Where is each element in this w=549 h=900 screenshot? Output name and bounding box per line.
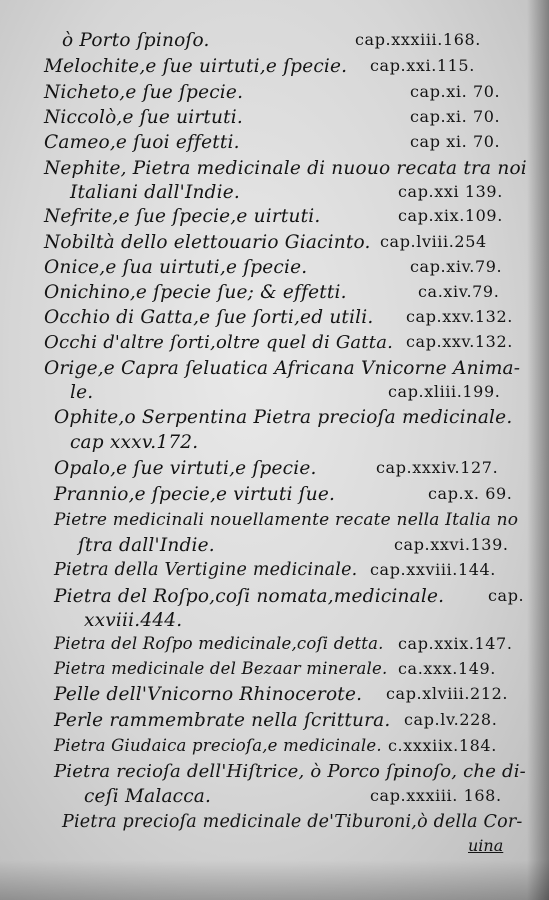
entry-reference: cap.xxi.115. bbox=[370, 56, 475, 75]
entry-text: Nicheto,e ſue ſpecie. bbox=[44, 82, 244, 103]
index-entry bbox=[0, 458, 549, 484]
entry-reference: c.xxxiix.184. bbox=[388, 736, 497, 755]
entry-text: Orige,e Capra ſeluatica Africana Vnicorne Anima- bbox=[44, 358, 521, 379]
entry-text: Niccolò,e ſue uirtuti. bbox=[44, 107, 243, 128]
entry-text: Pietra Giudaica precioſa,e medicinale. bbox=[54, 736, 382, 755]
entry-reference: cap.lv.228. bbox=[404, 710, 498, 729]
index-entry bbox=[0, 407, 549, 433]
index-entry bbox=[0, 158, 549, 184]
entry-reference: cap.xxvi.139. bbox=[394, 535, 509, 554]
index-entry bbox=[0, 684, 549, 710]
entry-text: Pietra del Roſpo medicinale,coſi detta. bbox=[54, 634, 384, 653]
entry-text: Pietra del Roſpo,coſi nomata,medicinale. bbox=[54, 586, 445, 607]
entry-reference: cap.xiv.79. bbox=[410, 257, 503, 276]
index-entry bbox=[0, 382, 549, 408]
entry-reference: cap.xxviii.144. bbox=[370, 560, 496, 579]
entry-text: Melochite,e ſue uirtuti,e ſpecie. bbox=[44, 56, 348, 77]
entry-reference: cap.xlviii.212. bbox=[386, 684, 509, 703]
index-entry bbox=[0, 736, 549, 762]
entry-reference: cap.xxxiv.127. bbox=[376, 458, 499, 477]
entry-text: Italiani dall'Indie. bbox=[70, 182, 240, 203]
entry-text: Perle rammembrate nella ſcrittura. bbox=[54, 710, 391, 731]
entry-text: Cameo,e ſuoi effetti. bbox=[44, 132, 240, 153]
page-bottom-shadow bbox=[0, 860, 549, 900]
index-entry bbox=[0, 761, 549, 787]
entry-reference: cap.xxi 139. bbox=[398, 182, 503, 201]
entry-text: Nefrite,e ſue ſpecie,e uirtuti. bbox=[44, 206, 321, 227]
entry-text: Ophite,o Serpentina Pietra precioſa medicinale. bbox=[54, 407, 513, 428]
entry-reference: cap.xi. 70. bbox=[410, 82, 501, 101]
index-entry bbox=[0, 307, 549, 333]
entry-reference: cap. bbox=[488, 586, 525, 605]
entry-text: Pietra recioſa dell'Hiſtrice, ò Porco ſpinoſo, che di- bbox=[54, 761, 526, 782]
entry-text: ò Porto ſpinoſo. bbox=[62, 30, 210, 51]
index-entry bbox=[0, 510, 549, 536]
index-entry bbox=[0, 786, 549, 812]
entry-text: Pietra precioſa medicinale de'Tiburoni,ò della Cor- bbox=[62, 812, 523, 832]
index-entry bbox=[0, 206, 549, 232]
entry-reference: cap.xxv.132. bbox=[406, 332, 513, 351]
entry-text: Nephite, Pietra medicinale di nuouo recata tra noi bbox=[44, 158, 527, 179]
index-entry bbox=[0, 232, 549, 258]
entry-reference: cap.xxv.132. bbox=[406, 307, 513, 326]
entry-text: cap xxxv.172. bbox=[70, 432, 199, 453]
entry-reference: cap.xix.109. bbox=[398, 206, 503, 225]
entry-text: Opalo,e ſue virtuti,e ſpecie. bbox=[54, 458, 317, 479]
entry-reference: cap.xxxiii.168. bbox=[355, 30, 481, 49]
index-entry bbox=[0, 659, 549, 685]
entry-reference: ca.xxx.149. bbox=[398, 659, 496, 678]
entry-text: le. bbox=[70, 382, 94, 403]
entry-reference: cap.xi. 70. bbox=[410, 107, 501, 126]
index-entry bbox=[0, 432, 549, 458]
entry-reference: cap.xxix.147. bbox=[398, 634, 513, 653]
entry-text: Pietre medicinali nouellamente recate nella Italia no bbox=[54, 510, 519, 530]
entry-reference: cap xi. 70. bbox=[410, 132, 501, 151]
index-entry bbox=[0, 610, 549, 636]
index-entry bbox=[0, 710, 549, 736]
index-entry bbox=[0, 182, 549, 208]
entry-text: Onichino,e ſpecie ſue; & effetti. bbox=[44, 282, 347, 303]
index-entry bbox=[0, 484, 549, 510]
index-entry bbox=[0, 358, 549, 384]
entry-text: Onice,e ſua uirtuti,e ſpecie. bbox=[44, 257, 308, 278]
entry-text: Nobiltà dello elettouario Giacinto. bbox=[44, 232, 371, 253]
entry-reference: cap.lviii.254 bbox=[380, 232, 487, 251]
entry-text: Prannio,e ſpecie,e virtuti ſue. bbox=[54, 484, 336, 505]
entry-reference: ca.xiv.79. bbox=[418, 282, 500, 301]
entry-text: Pietra medicinale del Bezaar minerale. bbox=[54, 659, 388, 678]
index-entry bbox=[0, 257, 549, 283]
entry-reference: cap.xliii.199. bbox=[388, 382, 501, 401]
entry-text: Occhi d'altre ſorti,oltre quel di Gatta. bbox=[44, 332, 394, 353]
index-entry bbox=[0, 634, 549, 660]
index-entry bbox=[0, 560, 549, 586]
index-entry bbox=[0, 282, 549, 308]
index-entry bbox=[0, 132, 549, 158]
entry-text: ceſi Malacca. bbox=[84, 786, 212, 807]
entry-reference: cap.x. 69. bbox=[428, 484, 513, 503]
catchword: uina bbox=[468, 836, 504, 855]
entry-text: Occhio di Gatta,e ſue ſorti,ed utili. bbox=[44, 307, 374, 328]
entry-text: ſtra dall'Indie. bbox=[78, 535, 215, 556]
index-entry bbox=[0, 586, 549, 612]
index-entry bbox=[0, 812, 549, 838]
entry-reference: cap.xxxiii. 168. bbox=[370, 786, 502, 805]
index-entry bbox=[0, 82, 549, 108]
entry-text: Pietra della Vertigine medicinale. bbox=[54, 560, 358, 580]
entry-text: xxviii.444. bbox=[84, 610, 183, 631]
index-entry bbox=[0, 107, 549, 133]
entry-text: Pelle dell'Vnicorno Rhinocerote. bbox=[54, 684, 363, 705]
index-entry bbox=[0, 30, 549, 56]
index-entry bbox=[0, 56, 549, 82]
index-entry bbox=[0, 535, 549, 561]
index-entry bbox=[0, 332, 549, 358]
